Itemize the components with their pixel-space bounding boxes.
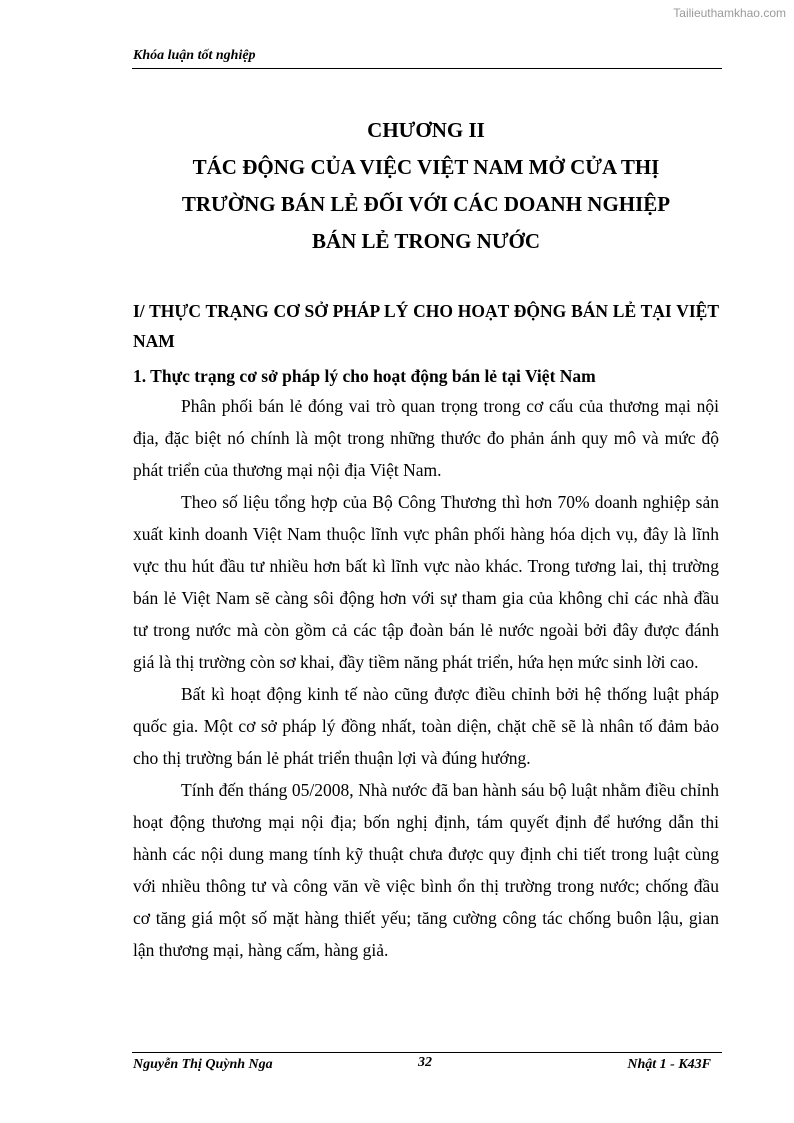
body-text bbox=[133, 390, 719, 966]
footer-author: Nguyễn Thị Quỳnh Nga bbox=[133, 1057, 273, 1072]
chapter-title-line: BÁN LẺ TRONG NƯỚC bbox=[311, 229, 541, 253]
paragraph: Theo số liệu tổng hợp của Bộ Công Thương thì hơn 70% doanh nghiệp sản xuất kinh doanh Việt Nam thuộc lĩnh vực phân phối hàng hóa dịch vụ, đây là lĩnh vực thu hút đầu tư nhiều hơn bất kì lĩnh vực nào khác. Trong tương lai, thị trường bán lẻ Việt Nam sẽ càng sôi động hơn với sự tham gia của không chỉ các nhà đầu tư trong nước mà còn gồm cả các tập đoàn bán lẻ nước ngoài bởi đây được đánh giá là thị trường còn sơ khai, đầy tiềm năng phát triển, hứa hẹn mức sinh lời cao. bbox=[133, 492, 719, 672]
section-heading: I/ THỰC TRẠNG CƠ SỞ PHÁP LÝ CHO HOẠT ĐỘNG BÁN LẺ TẠI VIỆT NAM bbox=[133, 301, 719, 351]
footer-class-code: Nhật 1 - K43F bbox=[627, 1057, 711, 1072]
chapter-title-line: TÁC ĐỘNG CỦA VIỆC VIỆT NAM MỞ CỬA THỊ bbox=[192, 155, 660, 179]
chapter-title-line: CHƯƠNG II bbox=[367, 118, 485, 142]
page-number: 32 bbox=[418, 1055, 432, 1070]
chapter-title bbox=[133, 112, 719, 260]
subsection-heading: 1. Thực trạng cơ sở pháp lý cho hoạt động bán lẻ tại Việt Nam bbox=[133, 366, 596, 386]
paragraph: Bất kì hoạt động kinh tế nào cũng được điều chỉnh bởi hệ thống luật pháp quốc gia. Một cơ sở pháp lý đồng nhất, toàn diện, chặt chẽ sẽ là nhân tố đảm bảo cho thị trường bán lẻ phát triển thuận lợi và đúng hướng. bbox=[133, 684, 719, 768]
header-divider bbox=[132, 68, 722, 69]
chapter-title-line: TRƯỜNG BÁN LẺ ĐỐI VỚI CÁC DOANH NGHIỆP bbox=[181, 192, 671, 216]
paragraph: Tính đến tháng 05/2008, Nhà nước đã ban hành sáu bộ luật nhằm điều chỉnh hoạt động thương mại nội địa; bốn nghị định, tám quyết định để hướng dẫn thi hành các nội dung mang tính kỹ thuật chưa được quy định chi tiết trong luật cùng với nhiều thông tư và công văn về việc bình ổn thị trường trong nước; chống đầu cơ tăng giá một số mặt hàng thiết yếu; tăng cường công tác chống buôn lậu, gian lận thương mại, hàng cấm, hàng giả. bbox=[133, 780, 719, 960]
paragraph: Phân phối bán lẻ đóng vai trò quan trọng trong cơ cấu của thương mại nội địa, đặc biệt nó chính là một trong những thước đo phản ánh quy mô và mức độ phát triển của thương mại nội địa Việt Nam. bbox=[133, 396, 719, 480]
footer-divider bbox=[132, 1052, 722, 1053]
watermark-text: Tailieuthamkhao.com bbox=[673, 6, 786, 20]
header-label: Khóa luận tốt nghiệp bbox=[133, 48, 256, 63]
